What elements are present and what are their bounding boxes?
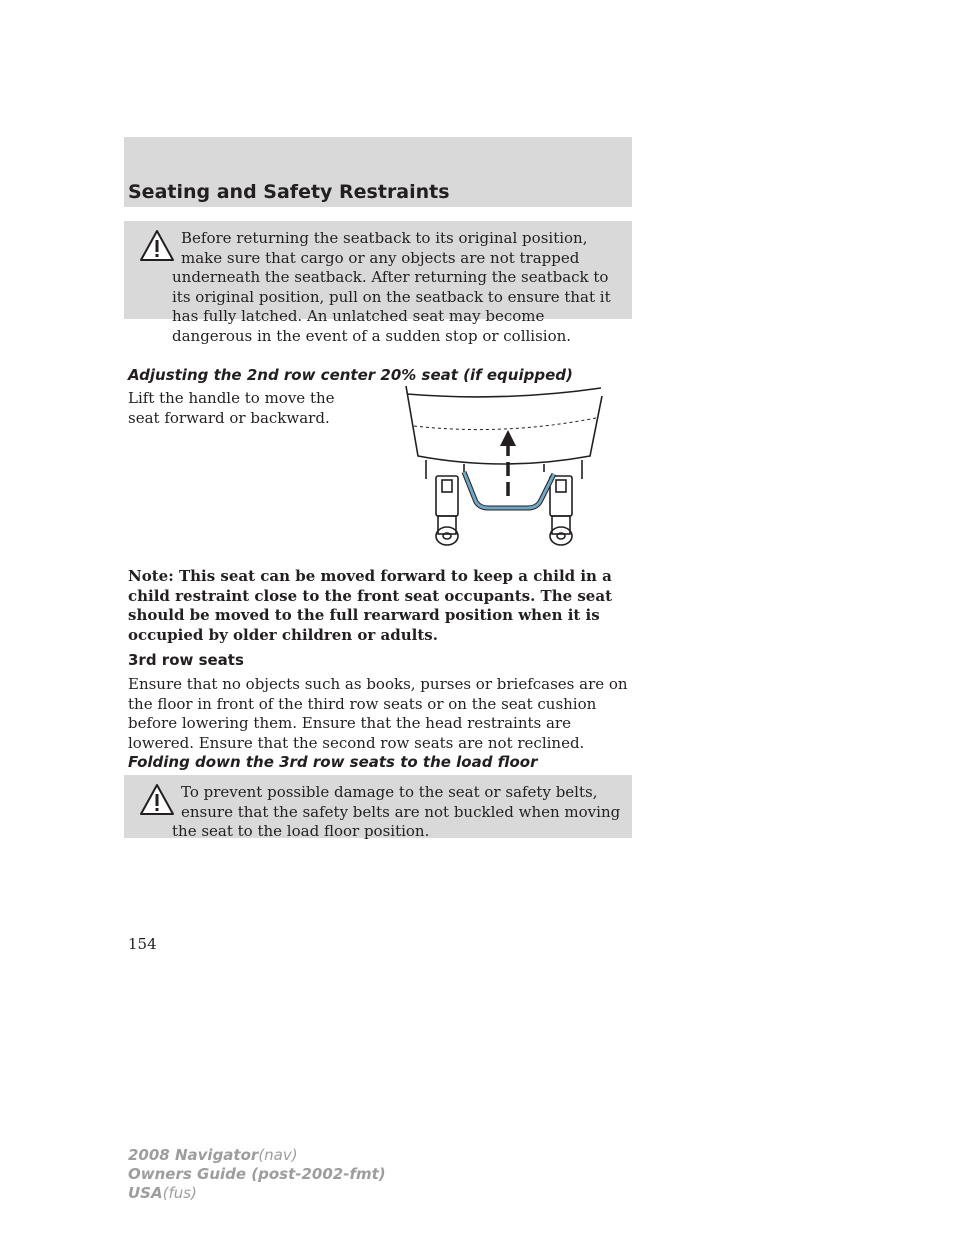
footer-region: USA [128, 1184, 163, 1202]
heading-center-seat: Adjusting the 2nd row center 20% seat (if equipped) [128, 366, 573, 384]
page-number: 154 [128, 935, 157, 953]
heading-third-row: 3rd row seats [128, 651, 244, 669]
warning-triangle-icon [139, 229, 175, 263]
seat-track-illustration [404, 384, 604, 554]
heading-folding: Folding down the 3rd row seats to the load floor [128, 753, 538, 771]
footer-line-model [128, 1146, 386, 1165]
paragraph-lift-handle: Lift the handle to move the seat forward or backward. [128, 389, 335, 427]
footer-model: 2008 Navigator [128, 1146, 259, 1164]
document-footer [128, 1146, 386, 1203]
warning-triangle-icon [139, 783, 175, 817]
footer-model-code: (nav) [258, 1146, 298, 1164]
footer-guide: Owners Guide (post-2002-fmt) [128, 1165, 386, 1183]
paragraph-note-child-restraint: Note: This seat can be moved forward to keep a child in a child restraint close to the front seat occupants. The seat should be moved to the full rearward position when it is occupied by older children or adults. [128, 567, 612, 644]
paragraph-third-row: Ensure that no objects such as books, purses or briefcases are on the floor in front of the third row seats or on the seat cushion before lowering them. Ensure that the head restraints are lowered. Ensure that the second row seats are not reclined. [128, 675, 628, 752]
section-header-band [124, 137, 632, 207]
footer-line-guide [128, 1165, 386, 1184]
footer-region-code: (fus) [162, 1184, 197, 1202]
warning-box-seatback [124, 221, 632, 345]
warning-box-safety-belts [124, 775, 632, 841]
warning-text: Before returning the seatback to its original position, make sure that cargo or any objects are not trapped underneath the seatback. After returning the seatback to its original position, pull on the seatback to ensure that it has fully latched. An unlatched seat may become dangerous in the event of a sudden stop or collision. [172, 229, 611, 345]
warning-text: To prevent possible damage to the seat or safety belts, ensure that the safety belts are not buckled when moving the seat to the load floor position. [172, 783, 621, 841]
section-title: Seating and Safety Restraints [128, 181, 450, 203]
footer-line-region [128, 1184, 386, 1203]
